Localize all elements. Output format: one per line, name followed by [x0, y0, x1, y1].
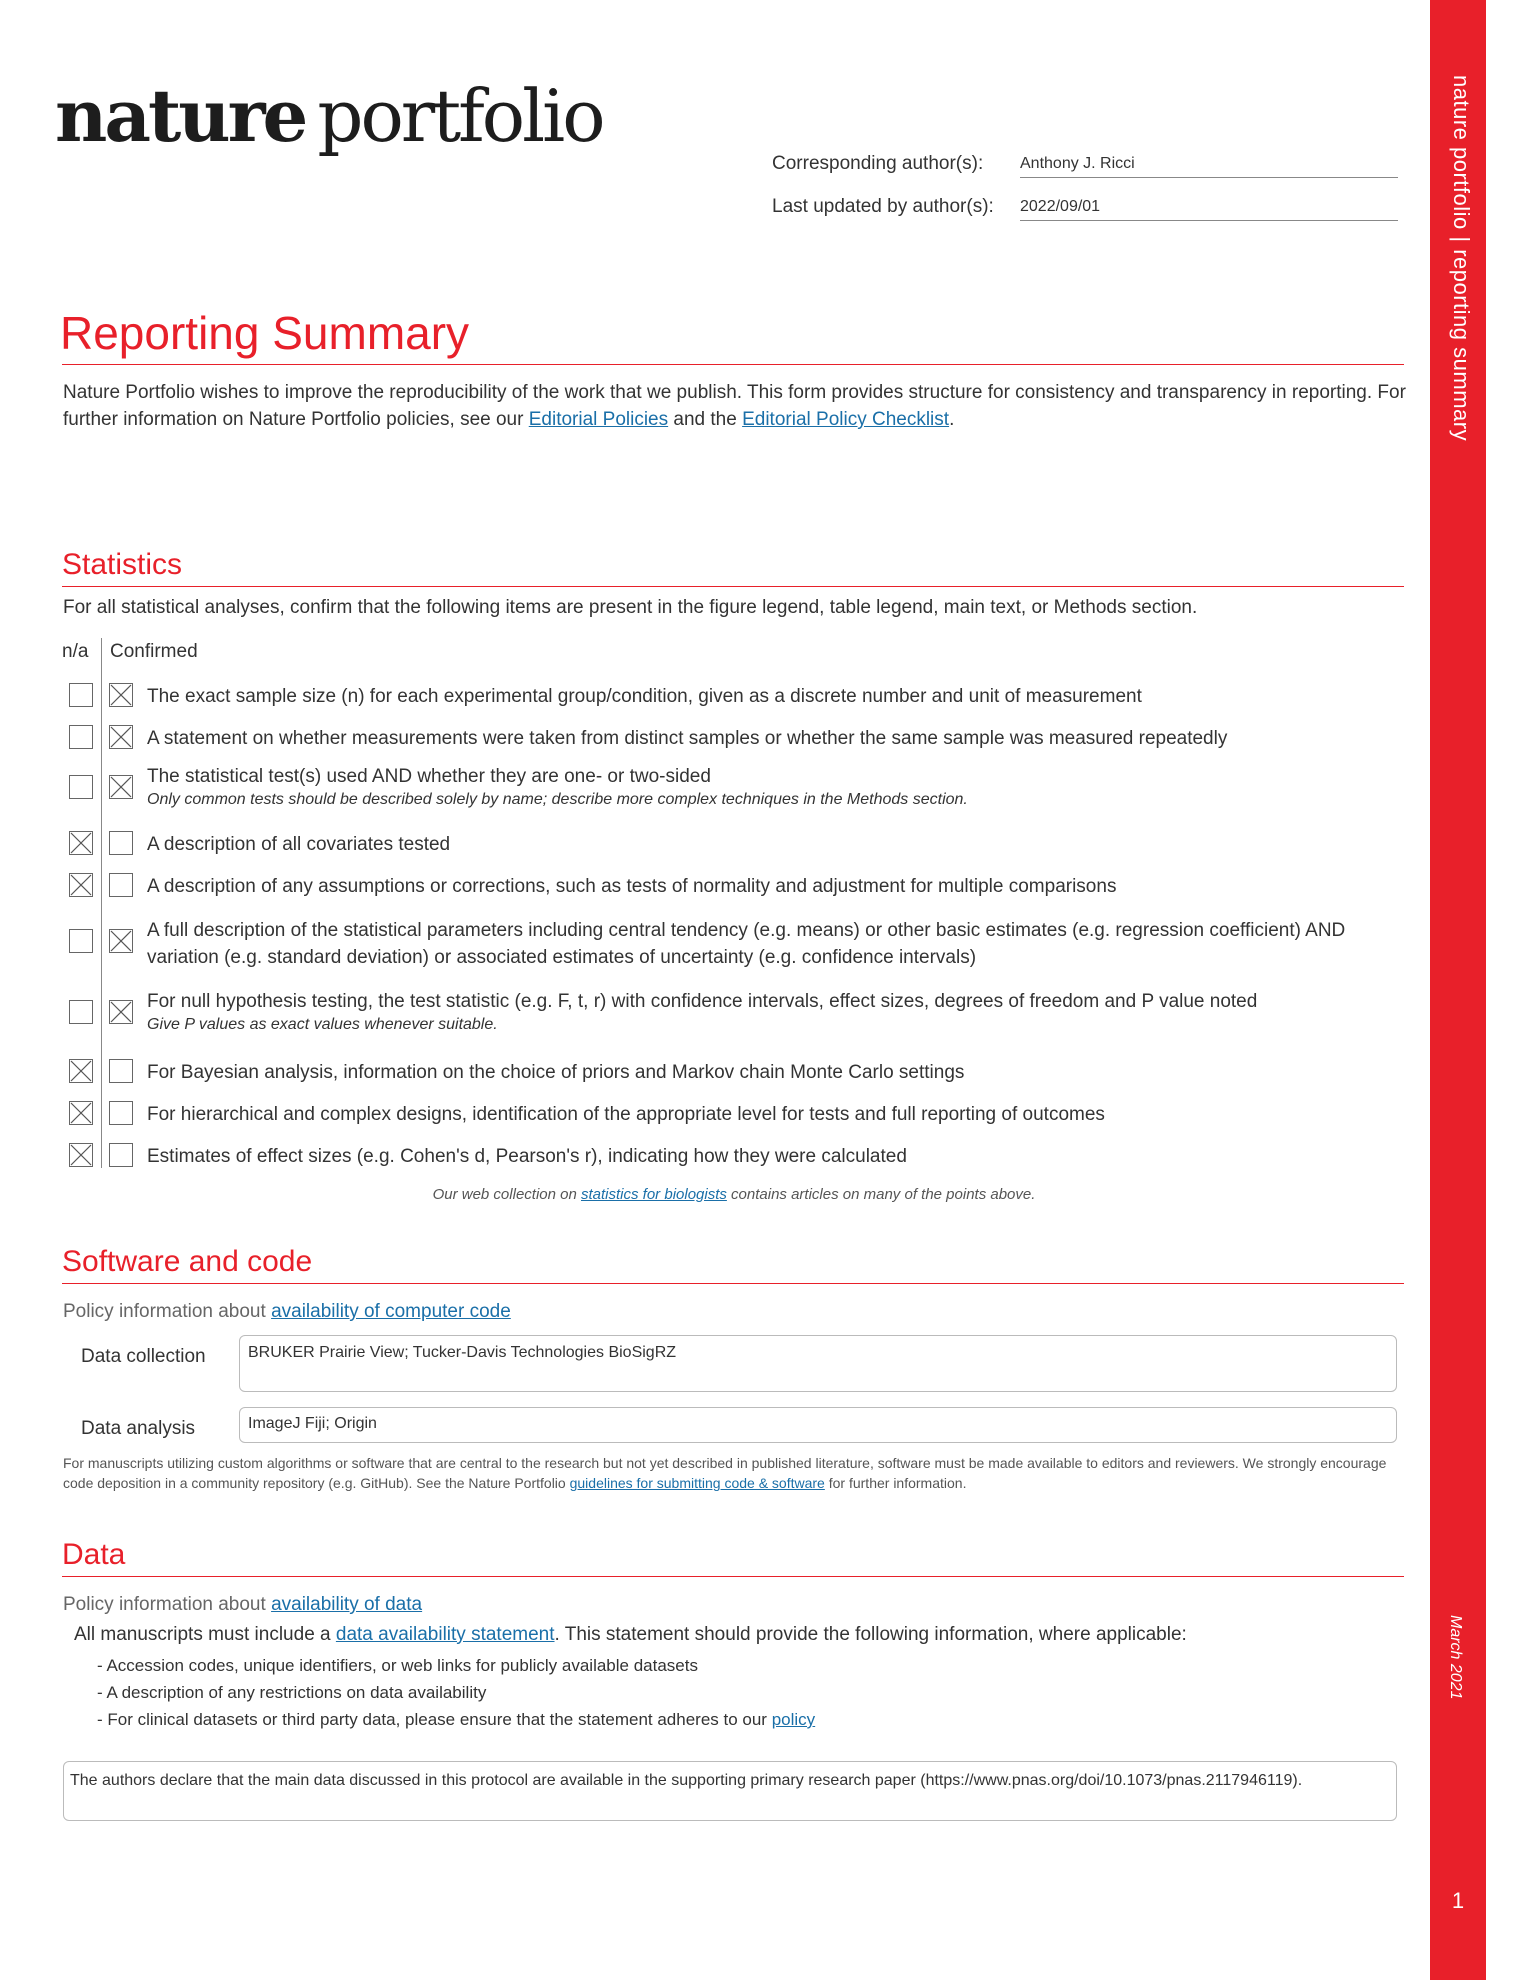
- checklist-item-text: For hierarchical and complex designs, identification of the appropriate level for tests and full reporting of outcomes: [147, 1104, 1105, 1125]
- confirmed-checkbox[interactable]: [109, 1059, 133, 1083]
- checklist-item-text: A full description of the statistical parameters including central tendency (e.g. means) or other basic estimates (e.g. regression coefficient) AND variation (e.g. standard deviation) or associated estimates of uncertainty (e.g. confidence intervals): [147, 920, 1346, 968]
- confirmed-checkbox[interactable]: [109, 929, 133, 953]
- last-updated-row: [772, 196, 1398, 224]
- checklist-item-text: The exact sample size (n) for each experimental group/condition, given as a discrete number and unit of measurement: [147, 686, 1142, 707]
- logo-word-1: nature: [55, 73, 306, 158]
- page-title: Reporting Summary: [60, 307, 470, 359]
- na-checkbox[interactable]: [69, 775, 93, 799]
- col-na-header: n/a: [62, 641, 89, 662]
- statistics-footer: [63, 1185, 1405, 1205]
- data-heading: Data: [62, 1538, 126, 1571]
- data-must-include: [74, 1621, 1409, 1648]
- last-updated-label: Last updated by author(s):: [772, 196, 994, 217]
- checklist-item-text: The statistical test(s) used AND whether they are one- or two-sided: [147, 766, 711, 787]
- software-policy-pre: Policy information about: [63, 1301, 272, 1322]
- data-availability-statement-link[interactable]: data availability statement: [335, 1624, 555, 1645]
- editorial-policies-link[interactable]: Editorial Policies: [528, 409, 669, 430]
- confirmed-checkbox[interactable]: [109, 1000, 133, 1024]
- na-checkbox[interactable]: [69, 873, 93, 897]
- confirmed-checkbox[interactable]: [109, 725, 133, 749]
- checklist-item-text: A statement on whether measurements were taken from distinct samples or whether the same sample was measured repeatedly: [147, 728, 1228, 749]
- na-checkbox[interactable]: [69, 683, 93, 707]
- na-checkbox[interactable]: [69, 929, 93, 953]
- statistics-heading: Statistics: [62, 548, 183, 581]
- software-policy: [63, 1298, 1408, 1325]
- statistics-rule: [62, 586, 1404, 587]
- data-policy-pre: Policy information about: [63, 1594, 272, 1615]
- corresponding-author-row: [772, 153, 1398, 181]
- corresponding-author-field[interactable]: Anthony J. Ricci: [1020, 155, 1398, 178]
- software-note-pre: For manuscripts utilizing custom algorithms or software that are central to the research but not yet described in published literature, software must be made available to editors and reviewers. We strongly encourage code deposition in a community repository (e.g. GitHub). See the Nature Portfolio: [63, 1455, 1387, 1491]
- page-number: 1: [1451, 1888, 1465, 1913]
- must-post: . This statement should provide the following information, where applicable:: [554, 1624, 1187, 1645]
- checklist-item-note: Give P values as exact values whenever suitable.: [147, 1016, 498, 1033]
- nature-portfolio-logo: [55, 73, 603, 158]
- confirmed-checkbox[interactable]: [109, 873, 133, 897]
- data-policy: [63, 1591, 1408, 1618]
- na-checkbox[interactable]: [69, 725, 93, 749]
- confirmed-checkbox[interactable]: [109, 683, 133, 707]
- title-rule: [62, 364, 1404, 365]
- footer-text-pre: Our web collection on: [432, 1186, 581, 1203]
- bullet-3: [97, 1706, 1442, 1733]
- confirmed-checkbox[interactable]: [109, 1101, 133, 1125]
- intro-text-3: .: [949, 409, 955, 430]
- checklist-item-text: For Bayesian analysis, information on the choice of priors and Markov chain Monte Carlo settings: [147, 1062, 965, 1083]
- corresponding-author-label: Corresponding author(s):: [772, 153, 984, 174]
- last-updated-field[interactable]: 2022/09/01: [1020, 198, 1398, 221]
- code-guidelines-link[interactable]: guidelines for submitting code & software: [569, 1475, 825, 1491]
- statistics-lead: For all statistical analyses, confirm that the following items are present in the figure legend, table legend, main text, or Methods section.: [63, 597, 1198, 618]
- confirmed-checkbox[interactable]: [109, 775, 133, 799]
- confirmed-checkbox[interactable]: [109, 831, 133, 855]
- data-availability-field[interactable]: The authors declare that the main data discussed in this protocol are available in the supporting primary research paper (https://www.pnas.org/doi/10.1073/pnas.2117946119).: [63, 1761, 1397, 1821]
- na-checkbox[interactable]: [69, 1059, 93, 1083]
- confirmed-checkbox[interactable]: [109, 1143, 133, 1167]
- na-checkbox[interactable]: [69, 831, 93, 855]
- software-rule: [62, 1283, 1404, 1284]
- intro-text-2: and the: [668, 409, 743, 430]
- intro-text-1: Nature Portfolio wishes to improve the reproducibility of the work that we publish. This form provides structure for consistency and transparency in reporting. For further information on Nature Portfolio policies, see our: [63, 382, 1406, 430]
- bullet-1: - Accession codes, unique identifiers, or web links for publicly available datasets: [97, 1656, 698, 1675]
- data-collection-field[interactable]: BRUKER Prairie View; Tucker-Davis Technologies BioSigRZ: [239, 1335, 1397, 1392]
- data-collection-label: Data collection: [81, 1346, 206, 1367]
- software-note-post: for further information.: [824, 1475, 967, 1491]
- data-analysis-field[interactable]: ImageJ Fiji; Origin: [239, 1407, 1397, 1443]
- data-rule: [62, 1576, 1404, 1577]
- statistics-for-biologists-link[interactable]: statistics for biologists: [581, 1186, 727, 1203]
- sidebar-date: March 2021: [1447, 1615, 1464, 1700]
- editorial-policy-checklist-link[interactable]: Editorial Policy Checklist: [742, 409, 950, 430]
- checklist-item-text: For null hypothesis testing, the test statistic (e.g. F, t, r) with confidence intervals, effect sizes, degrees of freedom and P value noted: [147, 991, 1258, 1012]
- policy-link[interactable]: policy: [771, 1710, 816, 1729]
- computer-code-link[interactable]: availability of computer code: [271, 1301, 511, 1322]
- data-analysis-label: Data analysis: [81, 1418, 196, 1439]
- footer-text-post: contains articles on many of the points above.: [726, 1186, 1036, 1203]
- bullet-3-text: - For clinical datasets or third party data, please ensure that the statement adheres to our: [97, 1710, 772, 1729]
- na-checkbox[interactable]: [69, 1101, 93, 1125]
- na-checkbox[interactable]: [69, 1143, 93, 1167]
- sidebar-title: nature portfolio | reporting summary: [1449, 75, 1474, 442]
- na-checkbox[interactable]: [69, 1000, 93, 1024]
- checklist-item-text: A description of any assumptions or corrections, such as tests of normality and adjustment for multiple comparisons: [147, 876, 1117, 897]
- must-pre: All manuscripts must include a: [74, 1624, 336, 1645]
- availability-of-data-link[interactable]: availability of data: [271, 1594, 423, 1615]
- intro-paragraph: [63, 379, 1408, 433]
- checklist-item-text: A description of all covariates tested: [147, 834, 451, 855]
- software-note: [63, 1453, 1408, 1493]
- bullet-2: - A description of any restrictions on data availability: [97, 1683, 487, 1702]
- column-divider: [101, 638, 102, 1168]
- checklist-item-text: Estimates of effect sizes (e.g. Cohen's d, Pearson's r), indicating how they were calculated: [147, 1146, 907, 1167]
- software-heading: Software and code: [62, 1245, 313, 1278]
- logo-word-2: portfolio: [317, 74, 603, 158]
- checklist-item-note: Only common tests should be described solely by name; describe more complex techniques in the Methods section.: [147, 791, 968, 808]
- col-confirmed-header: Confirmed: [110, 641, 198, 662]
